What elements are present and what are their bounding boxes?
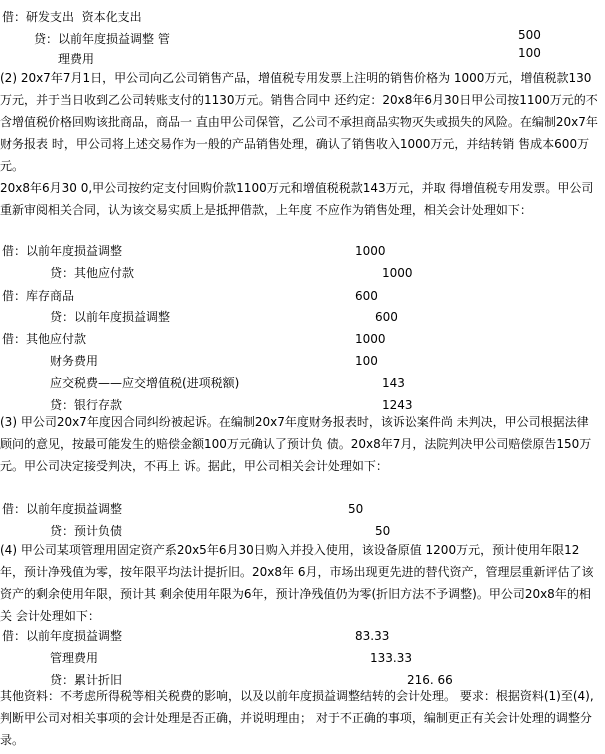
item2-entry-6-amount: 100 — [355, 354, 378, 368]
footer-paragraph: 其他资料：不考虑所得税等相关税费的影响，以及以前年度损益调整结转的会计处理。 要求：根据资料(1)至(4),判断甲公司对相关事项的会计处理是否正确，并说明理由； 对于不正确的事项，编制更正有关会计处理的调整分录。 — [0, 689, 594, 747]
header-line-3: 理费用 — [58, 52, 95, 66]
item2-paragraph-2: 20x8年6月30 0,甲公司按约定支付回购价款1100万元和增值税税款143万元，并取 得增值税专用发票。甲公司重新审阅相关合同，认为该交易实质上是抵押借款，上年度 不应作为销售处理，相关会计处理如下： — [0, 181, 594, 217]
item2-entry-8-amount: 1243 — [382, 398, 413, 412]
item2-entry-3-amount: 600 — [355, 289, 378, 303]
item4-entry-2: 管理费用 — [50, 651, 99, 665]
item2-entry-1: 借：以前年度损益调整 — [2, 244, 123, 258]
item2-entry-4: 贷：以前年度损益调整 — [50, 310, 171, 324]
item4-entry-3-amount: 216. 66 — [407, 673, 453, 687]
item2-entry-2: 贷：其他应付款 — [50, 266, 135, 280]
item2-entry-2-amount: 1000 — [382, 266, 413, 280]
item2-entry-7: 应交税费——应交增值税(进项税额) — [50, 376, 240, 390]
item3-entry-2: 贷：预计负债 — [50, 524, 123, 538]
item3-paragraph: (3) 甲公司20x7年度因合同纠纷被起诉。在编制20x7年度财务报表时，该诉讼案件尚 未判决，甲公司根据法律顾问的意见，按最可能发生的赔偿金额100万元确认了预计负 债。20x8年7月，法院判决甲公司赔偿原告150万元。甲公司决定接受判决，不再上 诉。据此，甲公司相关会计处理如下： — [0, 415, 592, 473]
header-line-2: 贷：以前年度损益调整 管 — [34, 32, 170, 46]
item4-entry-1-amount: 83.33 — [355, 629, 390, 643]
header-amount-1: 500 — [518, 28, 541, 42]
header-line-1: 借：研发支出 资本化支出 — [2, 10, 142, 24]
item2-entry-1-amount: 1000 — [355, 244, 386, 258]
item4-entry-1: 借：以前年度损益调整 — [2, 629, 123, 643]
item2-paragraph-1: (2) 20x7年7月1日，甲公司向乙公司销售产品，增值税专用发票上注明的销售价格为 1000万元，增值税款130万元，并于当日收到乙公司转账支付的1130万元。销售合同中 还约定：20x8年6月30日甲公司按1100万元的不含增值税价格回购该批商品，商品一 直由甲公司保管，乙公司不承担商品实物灭失或损失的风险。在编制20x7年财务报表 时，甲公司将上述交易作为一般的产品销售处理，确认了销售收入1000万元，并结转销 售成本600万元。 — [0, 71, 598, 173]
item2-entry-8: 贷：银行存款 — [50, 398, 123, 412]
item2-entry-5-amount: 1000 — [355, 332, 386, 346]
item4-paragraph: (4) 甲公司某项管理用固定资产系20x5年6月30日购入并投入使用，该设备原值 1200万元，预计使用年限12年，预计净残值为零，按年限平均法计提折旧。20x8年 6月，市场出现更先进的替代资产，管理层重新评估了该资产的剩余使用年限，预计其 剩余使用年限为6年，预计净残值仍为零(折旧方法不予调整)。甲公司20x8年的相关 会计处理如下： — [0, 543, 594, 623]
item4-entry-3: 贷：累计折旧 — [50, 673, 123, 687]
item4-entry-2-amount: 133.33 — [370, 651, 412, 665]
item3-entry-1-amount: 50 — [348, 502, 364, 516]
item3-entry-1: 借：以前年度损益调整 — [2, 502, 123, 516]
item3-entry-2-amount: 50 — [375, 524, 391, 538]
item2-entry-3: 借：库存商品 — [2, 289, 75, 303]
item2-entry-6: 财务费用 — [50, 354, 99, 368]
item2-entry-4-amount: 600 — [375, 310, 398, 324]
header-amount-2: 100 — [518, 46, 541, 60]
item2-entry-5: 借：其他应付款 — [2, 332, 87, 346]
item2-entry-7-amount: 143 — [382, 376, 405, 390]
